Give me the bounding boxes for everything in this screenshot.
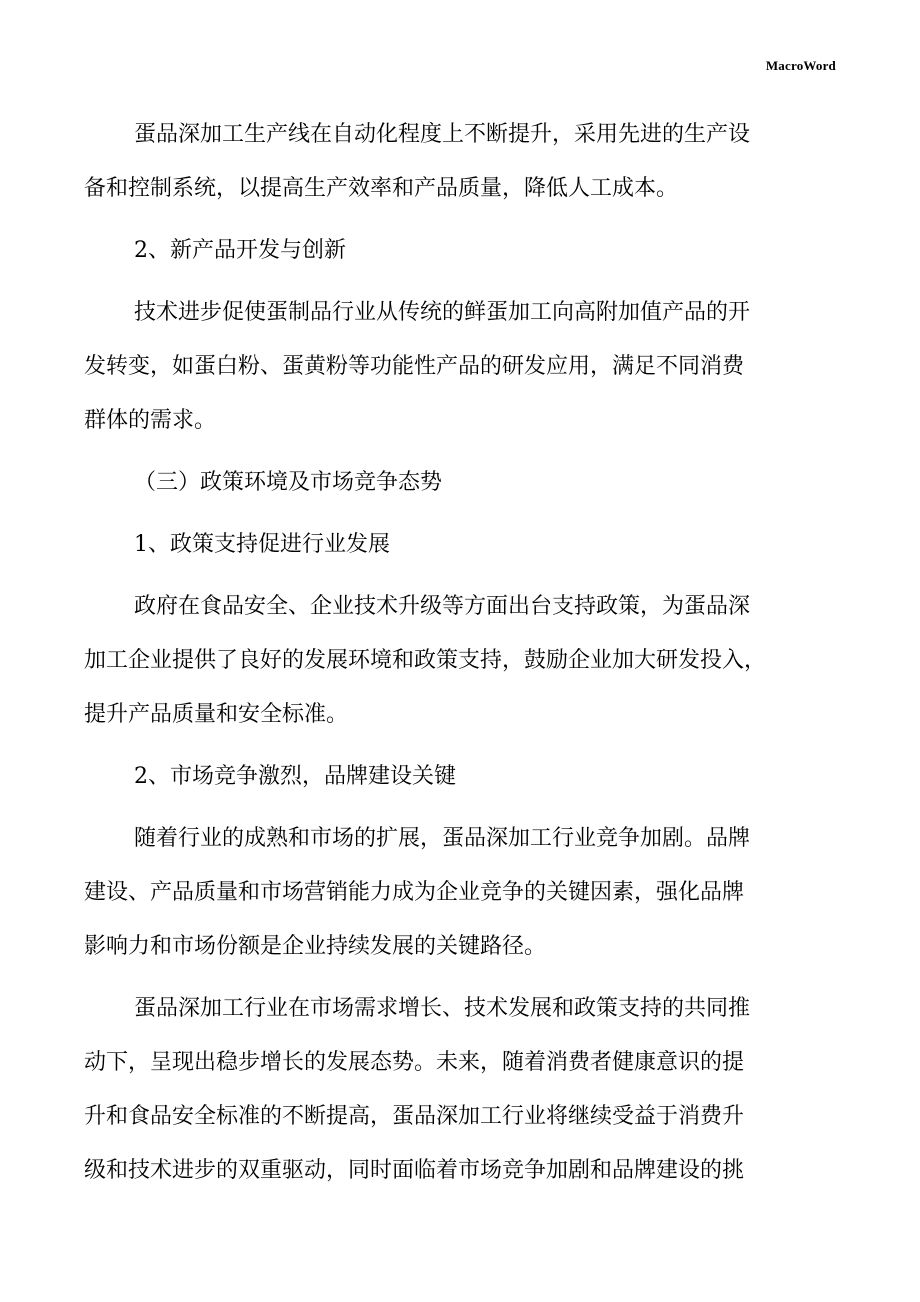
paragraph-line: 随着行业的成熟和市场的扩展，蛋品深加工行业竞争加剧。品牌	[134, 826, 751, 851]
paragraph-line: 政府在食品安全、企业技术升级等方面出台支持政策，为蛋品深	[134, 594, 751, 619]
section-heading	[84, 518, 829, 572]
paragraph	[84, 812, 829, 974]
paragraph-line: 发转变，如蛋白粉、蛋黄粉等功能性产品的研发应用，满足不同消费	[84, 354, 745, 379]
heading-line: 2、新产品开发与创新	[134, 238, 346, 263]
document-body	[84, 108, 829, 1198]
paragraph-line: 升和食品安全标准的不断提高，蛋品深加工行业将继续受益于消费升	[84, 1104, 745, 1129]
section-heading	[84, 750, 829, 804]
paragraph	[84, 982, 829, 1198]
heading-line: 2、市场竞争激烈，品牌建设关键	[134, 764, 456, 789]
paragraph-line: 群体的需求。	[84, 408, 217, 433]
paragraph-line: 提升产品质量和安全标准。	[84, 702, 349, 727]
paragraph-line: 建设、产品质量和市场营销能力成为企业竞争的关键因素，强化品牌	[84, 880, 745, 905]
section-heading	[84, 224, 829, 278]
paragraph-line: 技术进步促使蛋制品行业从传统的鲜蛋加工向高附加值产品的开	[134, 300, 751, 325]
paragraph-line: 备和控制系统，以提高生产效率和产品质量，降低人工成本。	[84, 176, 679, 201]
header-brand: MacroWord	[765, 58, 836, 73]
paragraph-line: 动下，呈现出稳步增长的发展态势。未来，随着消费者健康意识的提	[84, 1050, 745, 1075]
paragraph	[84, 580, 829, 742]
section-heading	[84, 456, 829, 510]
paragraph	[84, 286, 829, 448]
paragraph-line: 影响力和市场份额是企业持续发展的关键路径。	[84, 934, 547, 959]
paragraph-line: 蛋品深加工生产线在自动化程度上不断提升，采用先进的生产设	[134, 122, 751, 147]
paragraph-line: 蛋品深加工行业在市场需求增长、技术发展和政策支持的共同推	[134, 996, 751, 1021]
heading-line: （三）政策环境及市场竞争态势	[134, 470, 443, 495]
paragraph-line: 加工企业提供了良好的发展环境和政策支持，鼓励企业加大研发投入，	[84, 648, 767, 673]
heading-line: 1、政策支持促进行业发展	[134, 532, 390, 557]
paragraph-line: 级和技术进步的双重驱动，同时面临着市场竞争加剧和品牌建设的挑	[84, 1158, 745, 1183]
paragraph	[84, 108, 829, 216]
